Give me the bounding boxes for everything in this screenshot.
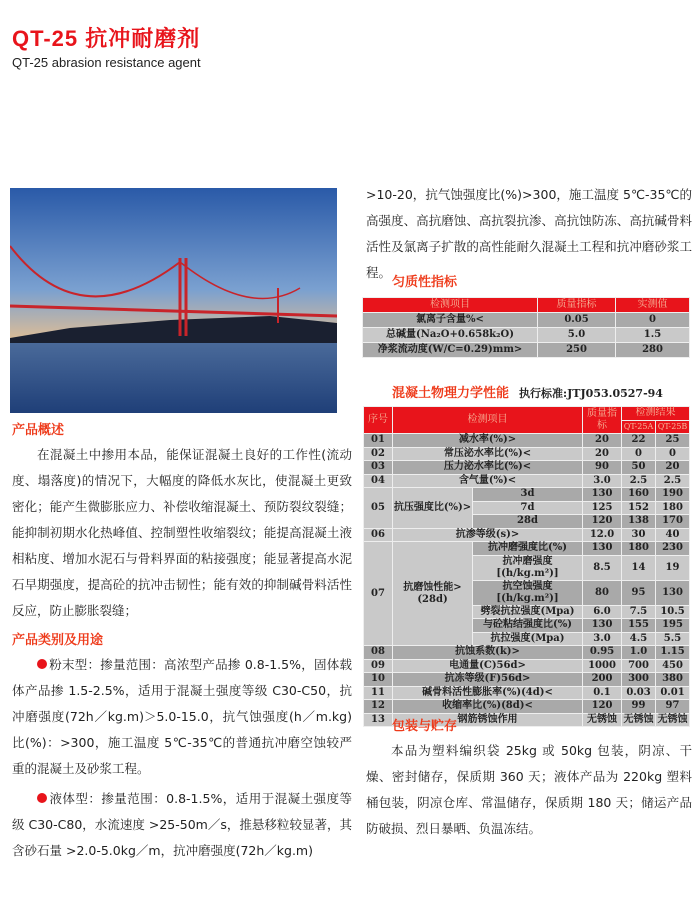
quality-cell: 120 xyxy=(583,515,622,529)
qt25b-cell: 20 xyxy=(656,461,690,475)
quality-cell: 3.0 xyxy=(583,632,622,646)
qt25a-cell: 180 xyxy=(622,542,656,556)
item-cell: 抗渗等级(s)> xyxy=(393,528,583,542)
qt25b-cell: 130 xyxy=(656,580,690,605)
seq-cell: 08 xyxy=(364,646,393,660)
qt25b-cell: 无锈蚀 xyxy=(657,713,688,725)
uniformity-heading: 匀质性指标 xyxy=(392,275,458,290)
liquid-text-continued: >10-20，抗气蚀强度比(%)>300，施工温度 5℃-35℃的高强度、高抗磨蚀、高抗裂抗渗、高抗蚀防冻、高抗碱骨料活性及氯离子扩散的高性能耐久混凝土工程和抗冲磨砂浆工程。 xyxy=(366,187,692,280)
table-row xyxy=(364,461,690,475)
qt25a-cell: 300 xyxy=(622,673,656,687)
item-cell: 抗冲磨强度[(h/kg.m²)] xyxy=(473,555,583,580)
col-header: 序号 xyxy=(364,407,393,434)
standard-text: 执行标准:JTJ053.0527-94 xyxy=(519,387,663,400)
table-row xyxy=(363,328,690,343)
table-row xyxy=(364,700,690,714)
qt25a-cell: 4.5 xyxy=(622,632,656,646)
table-row xyxy=(364,447,690,461)
categories-section xyxy=(12,630,352,864)
qt25b-cell: 195 xyxy=(656,619,690,633)
item-cell: 抗冲磨强度比(%) xyxy=(473,542,583,556)
quality-cell: 6.0 xyxy=(583,605,622,619)
quality-cell: 0.95 xyxy=(583,646,622,660)
qt25a-cell: 0 xyxy=(622,447,656,461)
table-row xyxy=(364,686,690,700)
seq-cell: 06 xyxy=(364,528,393,542)
quality-cell: 无锈蚀 xyxy=(583,713,622,727)
qt25a-cell: 99 xyxy=(622,700,656,714)
overview-text: 在混凝土中掺用本品，能保证混凝土良好的工作性(流动度、塌落度)的情况下，大幅度的降低水灰比，使混凝土更致密化；能产生微膨胀应力、补偿收缩混凝土、预防裂纹裂缝；能抑制初期水化热峰值、控制塑性收缩裂纹；能提高混凝土液相粘度、增加水泥石与骨料界面的粘接强度；能显著提高水泥石早期强度，提高砼的抗冲击韧性；能有效的抑制碱骨料活性反应，防止膨胀裂缝； xyxy=(12,447,352,618)
qt25b-cell: 19 xyxy=(656,555,690,580)
qt25a-cell: 22 xyxy=(622,434,656,448)
seq-cell: 10 xyxy=(364,673,393,687)
qt25b-cell: 190 xyxy=(656,488,690,502)
item-cell: 与砼粘结强度比(%) xyxy=(473,619,583,633)
table-row xyxy=(364,659,690,673)
overview-heading: 产品概述 xyxy=(12,423,65,438)
item-cell: 常压泌水率比(%)< xyxy=(393,447,583,461)
table-row xyxy=(363,343,690,358)
table-cell: 0.05 xyxy=(538,313,616,328)
quality-cell: 130 xyxy=(583,619,622,633)
table-row xyxy=(364,646,690,660)
qt25a-cell: 0.03 xyxy=(622,686,656,700)
item-cell: 抗冻等级(F)56d> xyxy=(393,673,583,687)
item-cell: 7d xyxy=(473,501,583,515)
item-cell: 碱骨料活性膨胀率(%)(4d)< xyxy=(393,686,583,700)
liquid-continued xyxy=(366,182,692,286)
item-cell: 钢筋锈蚀作用 xyxy=(393,713,583,727)
packaging-text: 本品为塑料编织袋 25kg 或 50kg 包装，阴凉、干燥、密封储存，保质期 360 天；液体产品为 220kg 塑料桶包装，阴凉仓库、常温储存，保质期 180 天；储运产品防破损、烈日暴晒、负温冻结。 xyxy=(366,743,692,836)
qt25a-cell: 50 xyxy=(622,461,656,475)
qt25b-cell: 380 xyxy=(656,673,690,687)
col-header: 检测项目 xyxy=(393,407,583,434)
table-cell: 1.5 xyxy=(616,328,690,343)
item-cell: 28d xyxy=(473,515,583,529)
item-cell: 抗拉强度(Mpa) xyxy=(473,632,583,646)
col-header: 质量指标 xyxy=(538,298,616,313)
seq-cell: 11 xyxy=(364,686,393,700)
table-row xyxy=(364,488,690,502)
group-cell: 抗磨蚀性能>(28d) xyxy=(393,542,473,646)
seq-cell: 02 xyxy=(364,447,393,461)
qt25a-cell: 160 xyxy=(622,488,656,502)
seq-cell: 12 xyxy=(364,700,393,714)
physical-heading-row xyxy=(392,382,663,405)
table-row xyxy=(364,542,690,556)
qt25b-cell: 25 xyxy=(656,434,690,448)
qt25b-cell: 1.15 xyxy=(656,646,690,660)
item-cell: 3d xyxy=(473,488,583,502)
qt25b-cell: 230 xyxy=(656,542,690,556)
col-header: QT-25B xyxy=(656,420,690,434)
table-row xyxy=(364,434,690,448)
seq-cell: 03 xyxy=(364,461,393,475)
table-cell: 5.0 xyxy=(538,328,616,343)
quality-cell: 3.0 xyxy=(583,474,622,488)
table-cell: 0 xyxy=(616,313,690,328)
seq-cell: 09 xyxy=(364,659,393,673)
item-cell: 电通量(C)56d> xyxy=(393,659,583,673)
quality-cell: 120 xyxy=(583,700,622,714)
qt25a-cell: 138 xyxy=(622,515,656,529)
qt25a-cell: 700 xyxy=(622,659,656,673)
quality-cell: 8.5 xyxy=(583,555,622,580)
page-title: QT-25 抗冲耐磨剂 xyxy=(12,26,201,51)
seq-cell: 07 xyxy=(364,542,393,646)
table-cell: 250 xyxy=(538,343,616,358)
col-header: QT-25A xyxy=(622,420,656,434)
quality-cell: 20 xyxy=(583,434,622,448)
col-header: 检测项目 xyxy=(363,298,538,313)
table-row xyxy=(364,528,690,542)
powder-text: 粉末型：掺量范围：高浓型产品掺 0.8-1.5%，固体载体产品掺 1.5-2.5%，适用于混凝土强度等级 C30-C50，抗冲磨强度(72h／kg.m)＞5.0-15.0，抗气蚀强度(h／m.kg)比(%)：>300，施工温度 5℃-35℃的普通抗冲磨空蚀较严重的混凝土及砂浆工程。 xyxy=(12,657,352,776)
qt25a-cell: 1.0 xyxy=(622,646,656,660)
qt25a-cell: 95 xyxy=(622,580,656,605)
qt25a-cell: 14 xyxy=(622,555,656,580)
qt25b-cell: 180 xyxy=(656,501,690,515)
item-cell: 压力泌水率比(%)< xyxy=(393,461,583,475)
qt25b-cell: 0.01 xyxy=(656,686,690,700)
categories-heading: 产品类别及用途 xyxy=(12,633,104,648)
bridge-photo xyxy=(10,188,337,413)
quality-cell: 1000 xyxy=(583,659,622,673)
physical-heading: 混凝土物理力学性能 xyxy=(392,386,510,401)
qt25a-cell: 7.5 xyxy=(622,605,656,619)
quality-cell: 12.0 xyxy=(583,528,622,542)
quality-cell: 130 xyxy=(583,542,622,556)
col-header: 检测结果 xyxy=(622,407,690,421)
qt25b-cell: 170 xyxy=(656,515,690,529)
packaging-section xyxy=(366,716,692,842)
quality-cell: 0.1 xyxy=(583,686,622,700)
overview-section xyxy=(12,420,352,624)
seq-cell: 05 xyxy=(364,488,393,529)
table-cell: 总碱量(Na₂O+0.658k₂O) xyxy=(363,328,538,343)
col-header: 质量指标 xyxy=(583,407,622,434)
qt25b-cell: 97 xyxy=(656,700,690,714)
seq-cell: 13 xyxy=(364,713,393,727)
item-cell: 减水率(%)> xyxy=(393,434,583,448)
qt25b-cell: 10.5 xyxy=(656,605,690,619)
seq-cell: 01 xyxy=(364,434,393,448)
physical-table xyxy=(363,406,690,727)
quality-cell: 125 xyxy=(583,501,622,515)
col-header: 实测值 xyxy=(616,298,690,313)
bullet-icon xyxy=(37,793,47,803)
table-cell: 净浆流动度(W/C=0.29)mm> xyxy=(363,343,538,358)
quality-cell: 130 xyxy=(583,488,622,502)
table-row xyxy=(364,474,690,488)
qt25a-cell: 155 xyxy=(622,619,656,633)
table-row xyxy=(363,313,690,328)
item-cell: 抗空蚀强度[(h/kg.m²)] xyxy=(473,580,583,605)
table-row xyxy=(364,673,690,687)
qt25a-cell: 无锈蚀 xyxy=(623,713,654,725)
quality-cell: 80 xyxy=(583,580,622,605)
uniformity-table xyxy=(362,297,690,358)
item-cell: 含气量(%)< xyxy=(393,474,583,488)
qt25b-cell: 0 xyxy=(656,447,690,461)
item-cell: 抗蚀系数(k)> xyxy=(393,646,583,660)
item-cell: 收缩率比(%)(8d)< xyxy=(393,700,583,714)
qt25b-cell: 40 xyxy=(656,528,690,542)
quality-cell: 90 xyxy=(583,461,622,475)
qt25a-cell: 30 xyxy=(622,528,656,542)
table-cell: 280 xyxy=(616,343,690,358)
quality-cell: 200 xyxy=(583,673,622,687)
liquid-text: 液体型：掺量范围：0.8-1.5%，适用于混凝土强度等级 C30-C80，水流速度 >25-50m／s，推悬移粒较显著，其含砂石量 >2.0-5.0kg／m，抗冲磨强度(72h／kg.m) xyxy=(12,791,352,858)
group-cell: 抗压强度比(%)> xyxy=(393,488,473,529)
table-cell: 氯离子含量%< xyxy=(363,313,538,328)
qt25a-cell: 2.5 xyxy=(622,474,656,488)
qt25b-cell: 2.5 xyxy=(656,474,690,488)
packaging-heading: 包装与贮存 xyxy=(392,719,458,734)
qt25a-cell: 152 xyxy=(622,501,656,515)
bullet-icon xyxy=(37,659,47,669)
page-subtitle: QT-25 abrasion resistance agent xyxy=(12,55,201,70)
quality-cell: 20 xyxy=(583,447,622,461)
qt25b-cell: 5.5 xyxy=(656,632,690,646)
qt25b-cell: 450 xyxy=(656,659,690,673)
seq-cell: 04 xyxy=(364,474,393,488)
item-cell: 劈裂抗拉强度(Mpa) xyxy=(473,605,583,619)
